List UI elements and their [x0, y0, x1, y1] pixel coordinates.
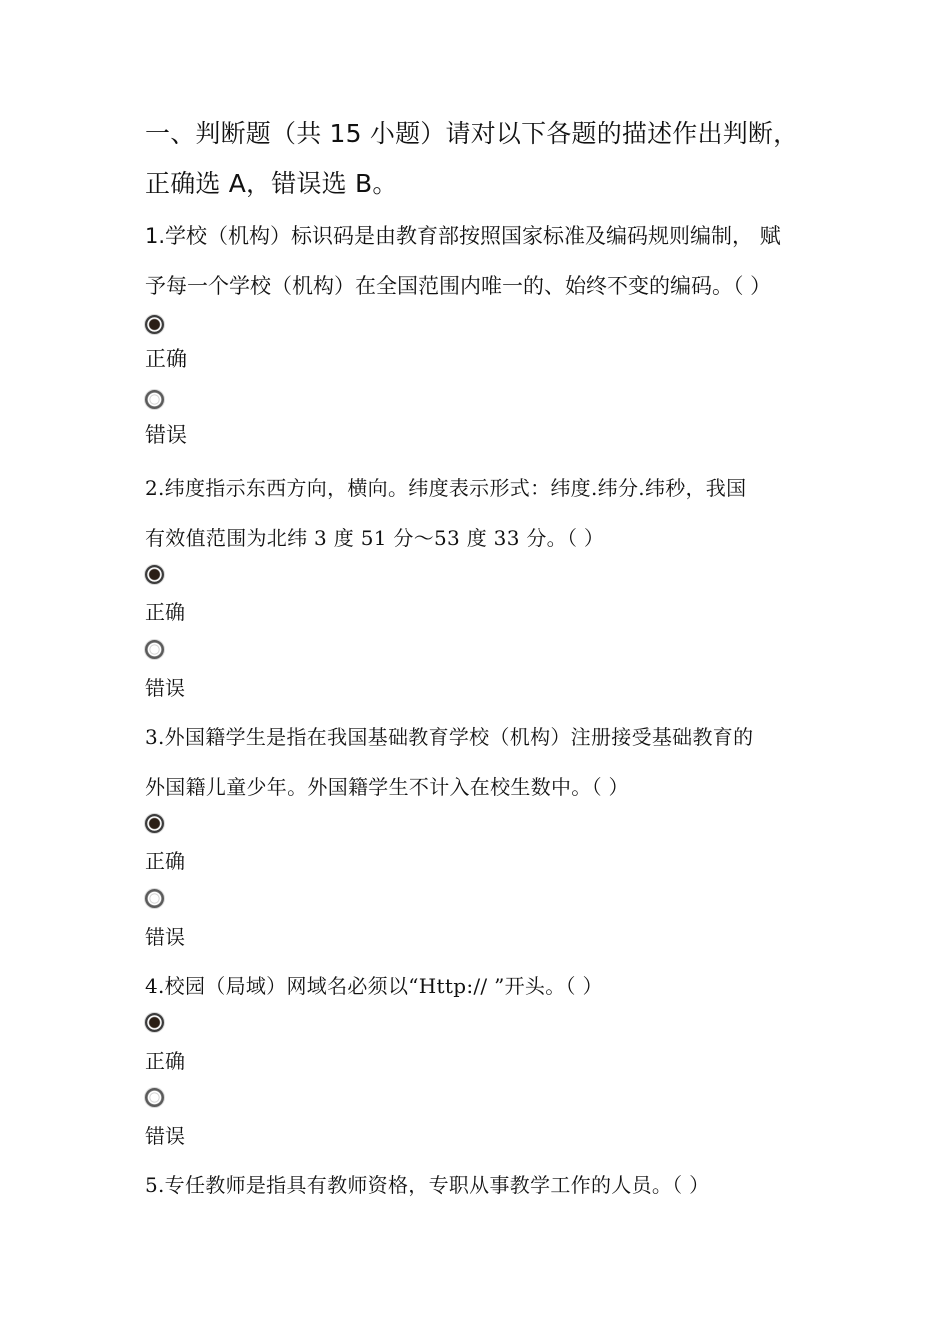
question-2-option-true[interactable]: 正确: [145, 600, 185, 624]
radio-selected-icon[interactable]: [145, 315, 164, 334]
radio-unselected-icon[interactable]: [145, 1088, 164, 1107]
radio-unselected-icon[interactable]: [145, 889, 164, 908]
question-2-text-line-2: 有效值范围为北纬 3 度 51 分～53 度 33 分。（ ）: [145, 526, 605, 550]
question-1-text-line-1: 1.学校（机构）标识码是由教育部按照国家标准及编码规则编制， 赋: [145, 224, 781, 248]
section-heading-line-2: 正确选 A，错误选 B。: [145, 169, 398, 198]
radio-selected-icon[interactable]: [145, 814, 164, 833]
radio-selected-icon[interactable]: [145, 1013, 164, 1032]
question-1-text-line-2: 予每一个学校（机构）在全国范围内唯一的、始终不变的编码。（ ）: [145, 274, 772, 298]
radio-unselected-icon[interactable]: [145, 390, 164, 409]
question-3-text-line-2: 外国籍儿童少年。外国籍学生不计入在校生数中。（ ）: [145, 775, 629, 799]
question-2-text-line-1: 2.纬度指示东西方向，横向。纬度表示形式：纬度.纬分.纬秒，我国: [145, 476, 747, 500]
question-2-option-false[interactable]: 错误: [145, 676, 185, 700]
question-4-text-line-1: 4.校园（局域）网域名必须以“Http:// ”开头。（ ）: [145, 974, 603, 998]
radio-selected-icon[interactable]: [145, 565, 164, 584]
question-4-option-true[interactable]: 正确: [145, 1049, 185, 1073]
radio-unselected-icon[interactable]: [145, 640, 164, 659]
section-heading-line-1: 一、判断题（共 15 小题）请对以下各题的描述作出判断，: [145, 119, 799, 148]
question-3-option-true[interactable]: 正确: [145, 849, 185, 873]
question-1-option-true[interactable]: 正确: [145, 347, 187, 371]
question-4-option-false[interactable]: 错误: [145, 1124, 185, 1148]
question-1-option-false[interactable]: 错误: [145, 423, 187, 447]
question-3-text-line-1: 3.外国籍学生是指在我国基础教育学校（机构）注册接受基础教育的: [145, 725, 754, 749]
question-5-text-line-1: 5.专任教师是指具有教师资格，专职从事教学工作的人员。（ ）: [145, 1173, 710, 1197]
question-3-option-false[interactable]: 错误: [145, 925, 185, 949]
